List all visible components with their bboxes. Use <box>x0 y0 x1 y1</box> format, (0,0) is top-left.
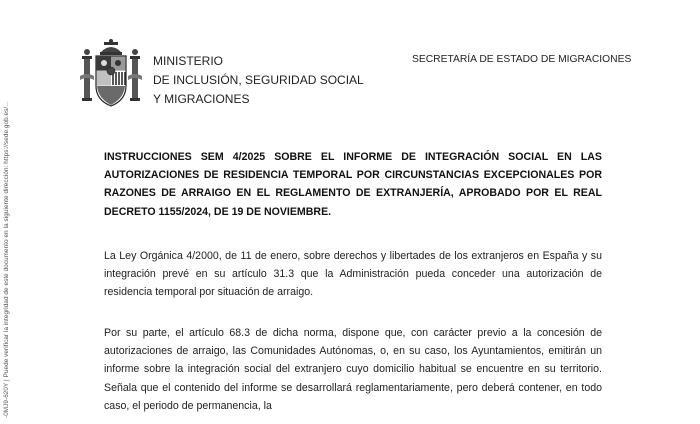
ministry-line: Y MIGRACIONES <box>153 92 250 106</box>
secretaria-heading: SECRETARÍA DE ESTADO DE MIGRACIONES <box>412 54 632 65</box>
verification-text: -0MJ9-620Y | Puede verificar la integridad de este documento en la siguiente dirección: https://sede.gob.es/... <box>3 101 10 418</box>
document-title: INSTRUCCIONES SEM 4/2025 SOBRE EL INFORME DE INTEGRACIÓN SOCIAL EN LAS AUTORIZACIONES DE RESIDENCIA TEMPORAL POR CIRCUNSTANCIAS EXCEPCIONALES POR RAZONES DE ARRAIGO EN EL REGLAMENTO DE EXTRANJERÍA, APROBADO POR EL REAL DECRETO 1155/2024, DE 19 DE NOVIEMBRE. <box>104 151 602 218</box>
ministry-line: DE INCLUSIÓN, SEGURIDAD SOCIAL <box>153 73 364 87</box>
ministry-line: MINISTERIO <box>153 54 224 68</box>
verification-side-note <box>0 0 12 424</box>
body-paragraph: Por su parte, el artículo 68.3 de dicha norma, dispone que, con carácter previo a la concesión de autorizaciones de arraigo, las Comunidades Autónomas, o, en su caso, los Ayuntamientos, emitirán un informe sobre la integración social del extranjero cuyo domicilio habitual se encuentre en su territorio. Señala que el contenido del informe se desarrollará reglamentariamente, pero deberá contener, en todo caso, el periodo de permanencia, la <box>104 327 602 412</box>
body-paragraph: La Ley Orgánica 4/2000, de 11 de enero, sobre derechos y libertades de los extranjeros en España y su integración prevé en su artículo 31.3 que la Administración pueda conceder una autorización de residencia temporal por situación de arraigo. <box>104 250 602 299</box>
ministry-name <box>153 52 364 109</box>
coat-of-arms-icon <box>80 38 142 114</box>
